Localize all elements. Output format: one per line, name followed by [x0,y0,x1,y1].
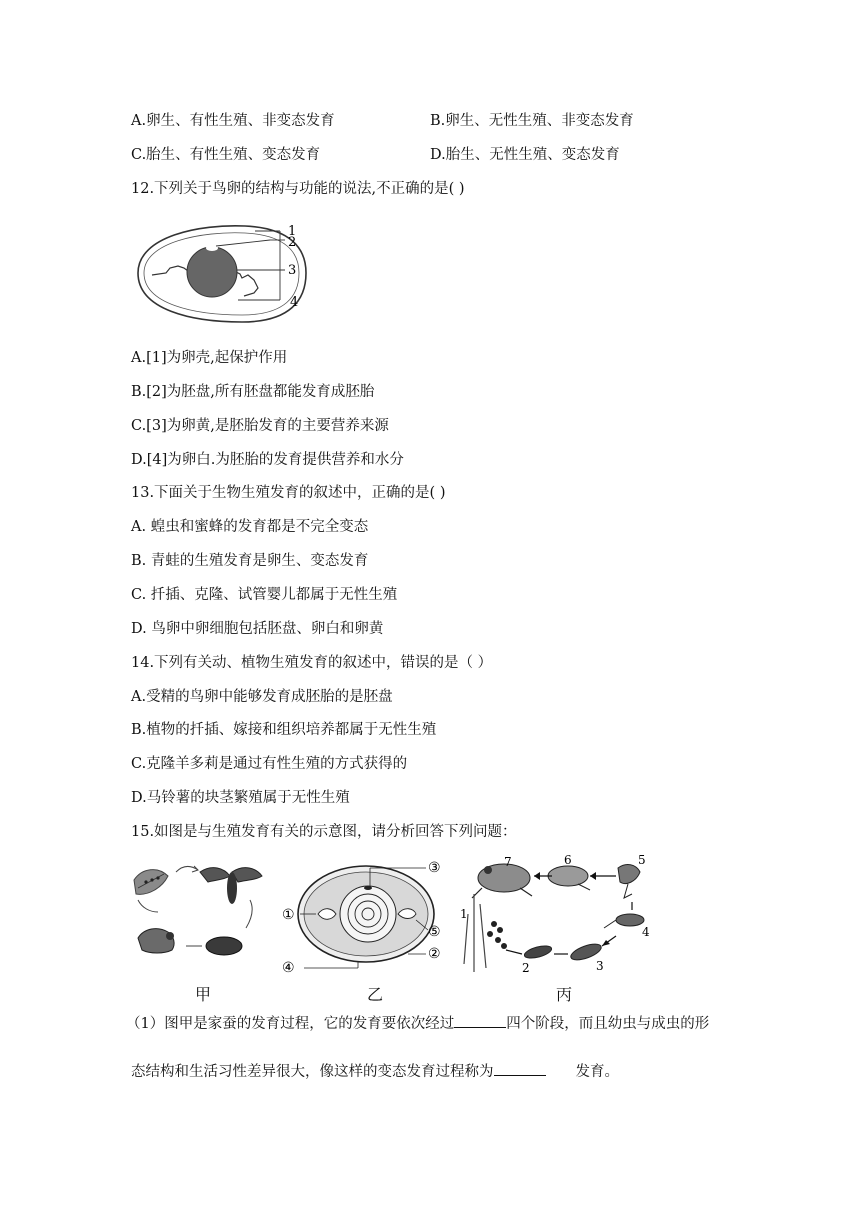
egg-label-circle-2: ② [428,946,441,962]
q12-option-d: D.[4]为卵白.为胚胎的发育提供营养和水分 [131,452,404,468]
egg-structure-figure [278,858,448,974]
frog-label-4: 4 [642,925,650,939]
egg-label-4: 4 [290,295,299,310]
q14-option-b: B.植物的扦插、嫁接和组织培养都属于无性生殖 [131,722,437,738]
q14-stem: 14.下列有关动、植物生殖发育的叙述中，错误的是（ ） [131,655,493,671]
q15-stem: 15.如图是与生殖发育有关的示意图，请分析回答下列问题： [131,824,517,840]
q11-option-d: D.胎生、无性生殖、变态发育 [430,147,620,163]
q14-option-a: A.受精的鸟卵中能够发育成胚胎的是胚盘 [131,689,393,705]
q14-option-c: C.克隆羊多莉是通过有性生殖的方式获得的 [131,756,408,772]
frog-label-6: 6 [564,854,572,867]
q13-option-b: B. 青蛙的生殖发育是卵生、变态发育 [131,553,369,569]
answer-blank-2[interactable] [494,1061,546,1076]
frog-label-2: 2 [522,961,530,975]
frog-label-5: 5 [638,854,646,867]
egg-label-circle-4: ④ [282,960,295,974]
q15-sub1-line1 [126,1013,709,1034]
q12-option-a: A.[1]为卵壳,起保护作用 [131,350,288,366]
q15-sub1-text-c: 态结构和生活习性差异很大，像这样的变态发育过程称为 [131,1064,494,1080]
answer-blank-1[interactable] [454,1013,506,1028]
q15-sub1-text-d: 发育。 [575,1064,619,1080]
silkworm-cycle-figure [128,858,270,964]
caption-yi: 乙 [367,985,384,1004]
caption-bing: 丙 [556,985,573,1004]
frog-label-3: 3 [596,959,604,973]
frog-label-1: 1 [460,907,468,921]
q12-option-c: C.[3]为卵黄,是胚胎发育的主要营养来源 [131,418,389,434]
q11-option-a: A.卵生、有性生殖、非变态发育 [131,113,335,129]
q11-option-c: C.胎生、有性生殖、变态发育 [131,147,321,163]
q11-option-b: B.卵生、无性生殖、非变态发育 [430,113,634,129]
egg-label-circle-5: ⑤ [428,924,441,940]
q12-stem: 12.下列关于鸟卵的结构与功能的说法,不正确的是( ) [131,181,465,197]
q14-option-d: D.马铃薯的块茎繁殖属于无性生殖 [131,790,350,806]
frog-cycle-figure [460,854,660,978]
q13-option-c: C. 扦插、克隆、试管婴儿都属于无性生殖 [131,587,398,603]
q15-sub1-text-b: 四个阶段，而且幼虫与成虫的形 [506,1016,710,1032]
egg-label-3: 3 [288,263,297,278]
caption-jia: 甲 [195,985,212,1004]
q15-sub1-text-a: （1）图甲是家蚕的发育过程，它的发育要依次经过 [126,1016,455,1032]
egg-label-1: 1 [288,224,297,239]
q12-option-b: B.[2]为胚盘,所有胚盘都能发育成胚胎 [131,384,375,400]
q13-option-a: A. 蝗虫和蜜蜂的发育都是不完全变态 [131,519,369,535]
q13-option-d: D. 鸟卵中卵细胞包括胚盘、卵白和卵黄 [131,621,384,637]
frog-label-7: 7 [504,855,512,869]
egg-label-2: 2 [288,235,297,250]
bird-egg-figure [130,218,315,330]
egg-label-circle-1: ① [282,907,295,923]
q13-stem: 13.下面关于生物生殖发育的叙述中，正确的是( ) [131,485,446,501]
q15-sub1-line2 [131,1061,619,1082]
egg-label-circle-3: ③ [428,860,441,876]
